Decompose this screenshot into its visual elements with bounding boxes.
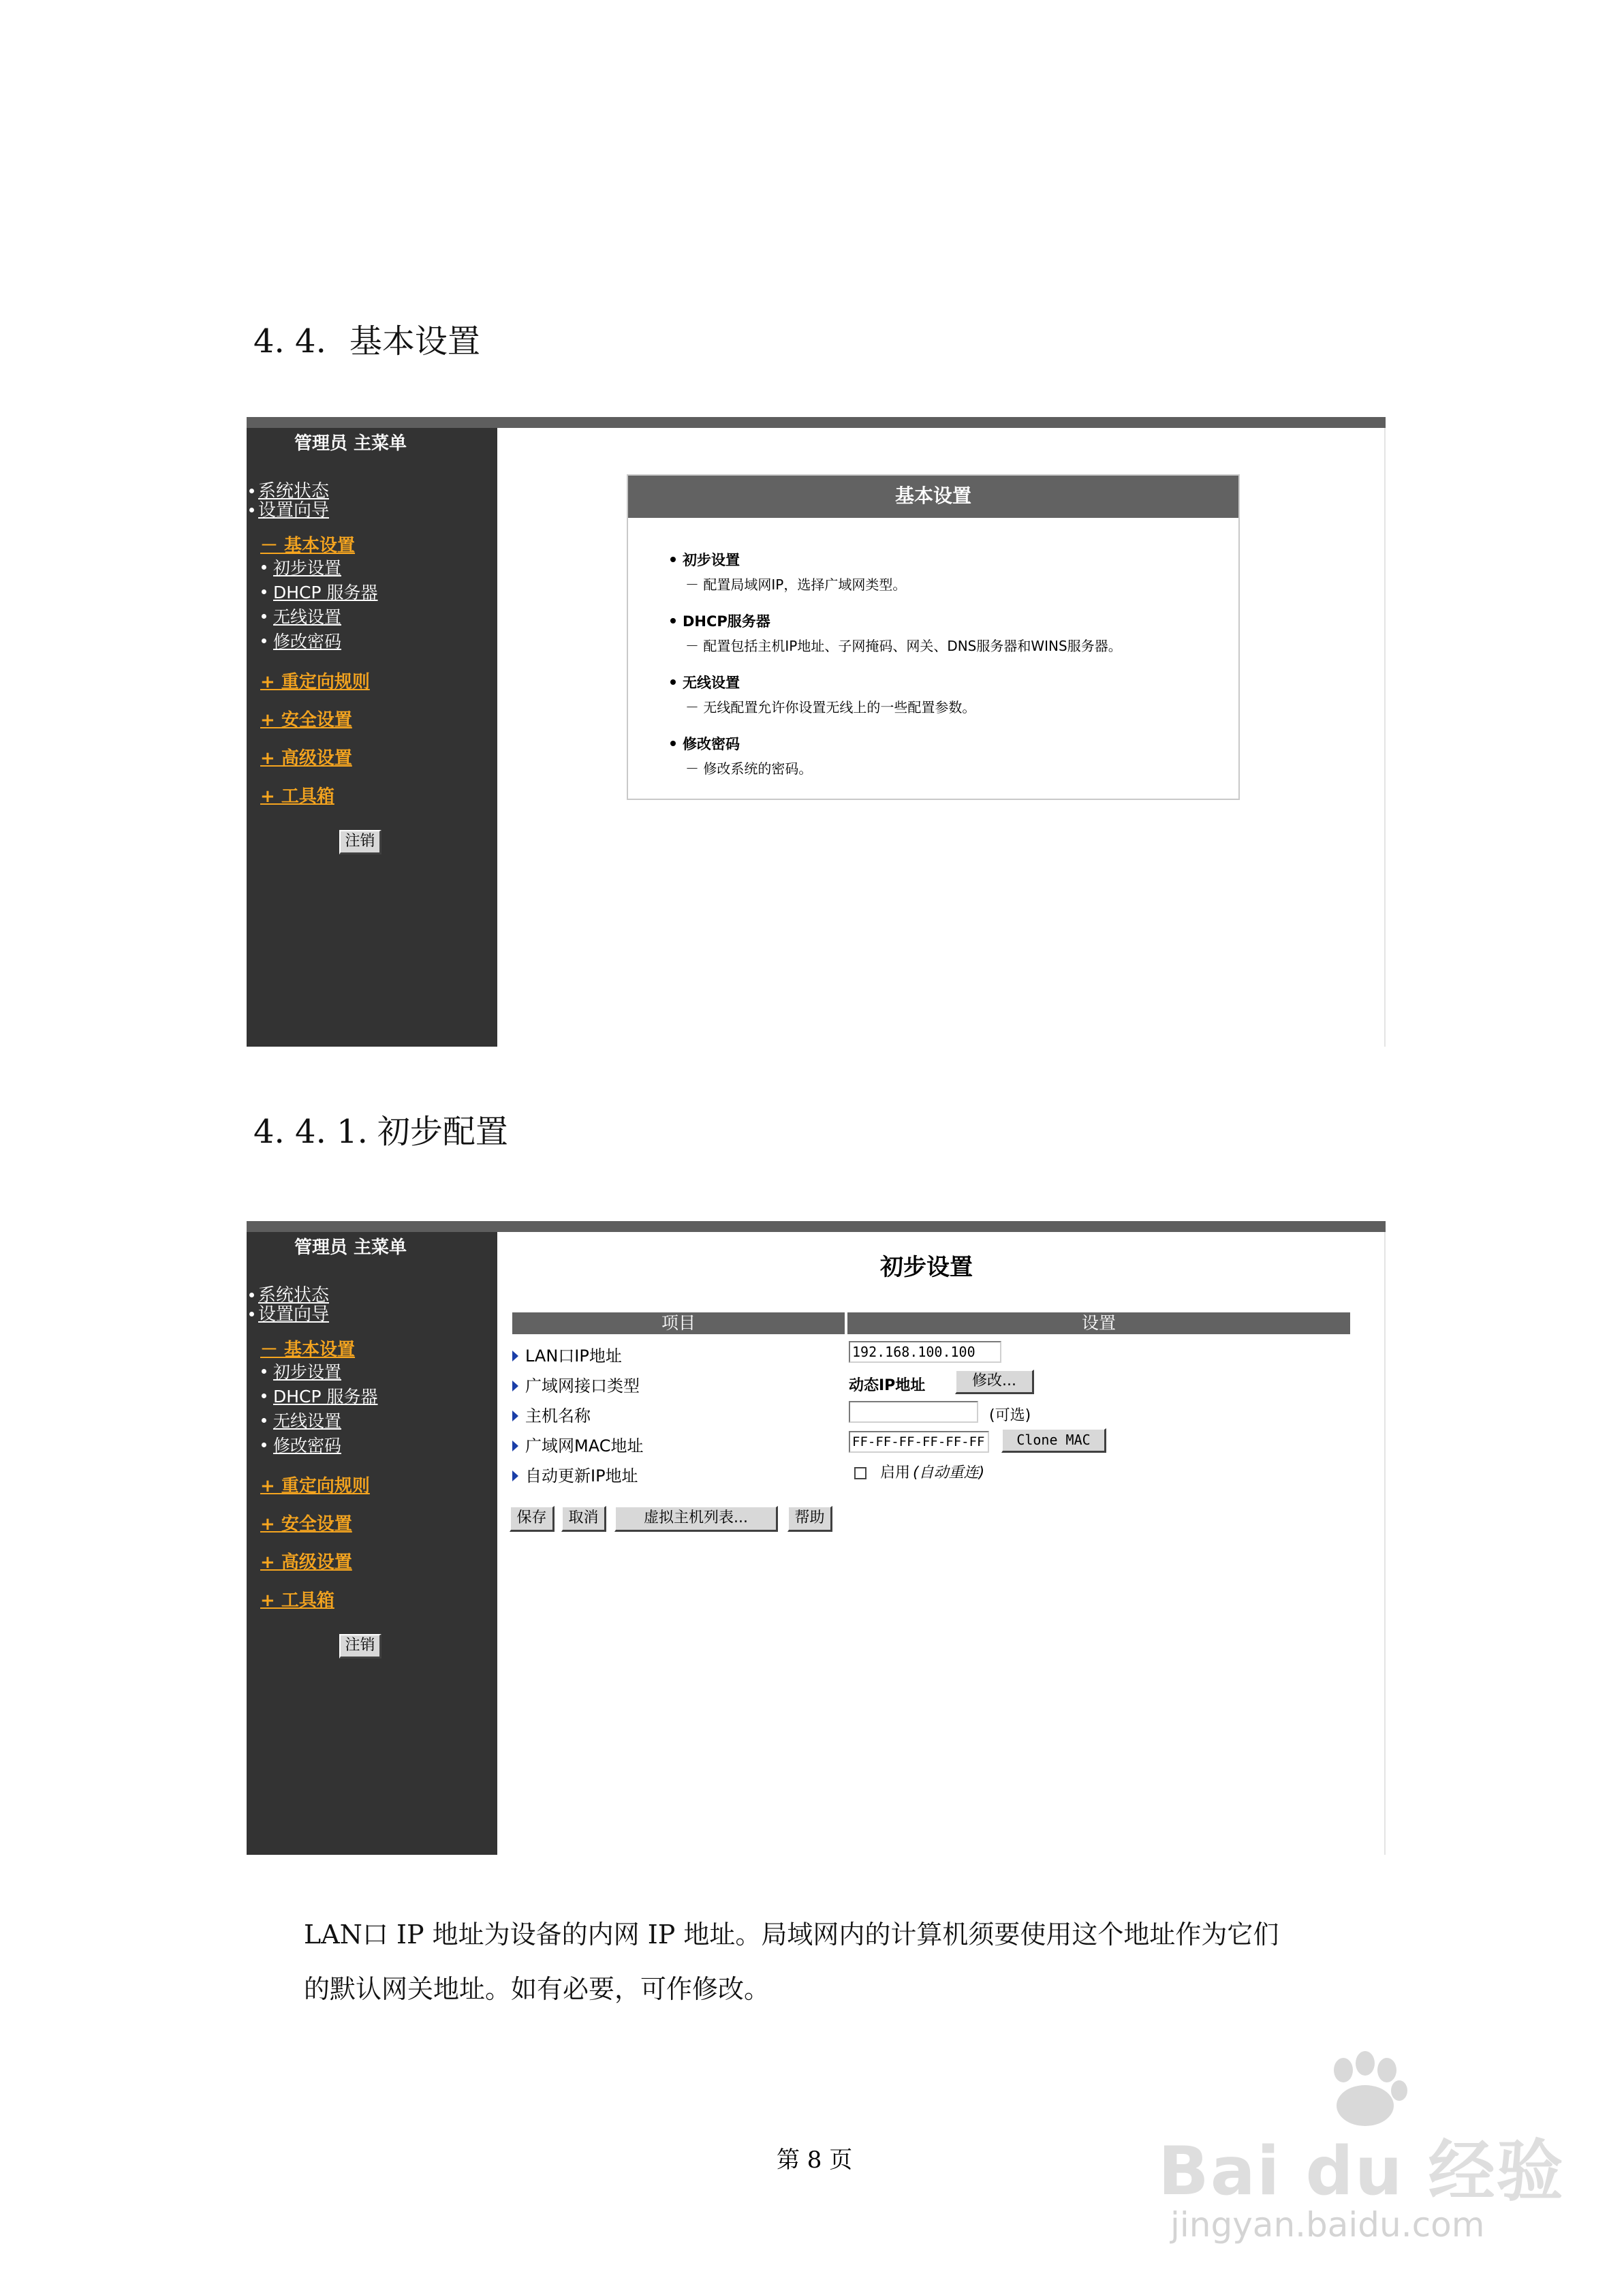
bullet-icon <box>262 1369 266 1374</box>
row-label-wan-mac: 广域网MAC地址 <box>512 1432 643 1456</box>
sidebar-section-toolbox[interactable]: + 工具箱 <box>260 1590 334 1611</box>
sidebar-title: 管理员 主菜单 <box>294 1237 407 1258</box>
sidebar-section-advanced[interactable]: + 高级设置 <box>260 1552 352 1573</box>
triangle-icon <box>512 1411 518 1421</box>
bullet-icon <box>262 1443 266 1447</box>
help-button[interactable]: 帮助 <box>787 1506 832 1532</box>
section-title: 基本设置 <box>349 322 480 360</box>
body-paragraph-line2: 的默认网关地址。如有必要，可作修改。 <box>304 1974 770 2004</box>
sidebar-section-security[interactable]: + 安全设置 <box>260 710 352 730</box>
virtual-host-list-button[interactable]: 虚拟主机列表... <box>614 1506 778 1532</box>
optional-label: (可选) <box>989 1407 1031 1424</box>
sidebar-section-redirect[interactable]: + 重定向规则 <box>260 1476 370 1496</box>
bullet-icon <box>670 618 676 623</box>
sidebar-item-password[interactable]: 修改密码 <box>262 628 341 653</box>
page-number: 第 8 页 <box>777 2146 853 2174</box>
bullet-icon <box>670 741 676 746</box>
sidebar-section-toolbox[interactable]: + 工具箱 <box>260 786 334 807</box>
save-button[interactable]: 保存 <box>510 1506 555 1532</box>
triangle-icon <box>512 1441 518 1451</box>
triangle-icon <box>512 1470 518 1481</box>
sidebar-item-wireless[interactable]: 无线设置 <box>262 1408 341 1432</box>
auto-update-checkbox[interactable] <box>854 1467 866 1479</box>
sidebar-link-system-status[interactable]: 系统状态 <box>247 1281 329 1306</box>
hostname-input[interactable] <box>849 1401 978 1423</box>
sidebar-section-basic[interactable]: － 基本设置 <box>260 1340 356 1360</box>
auto-update-option <box>854 1461 984 1482</box>
sidebar-title: 管理员 主菜单 <box>294 433 407 454</box>
bullet-icon <box>262 614 266 619</box>
watermark-url: jingyan.baidu.com <box>1170 2205 1485 2245</box>
panel-item-desc: － 配置包括主机IP地址、子网掩码、网关、DNS服务器和WINS服务器。 <box>685 638 1122 654</box>
panel-item-password <box>670 733 812 777</box>
row-label-auto-update: 自动更新IP地址 <box>512 1462 638 1486</box>
bullet-icon <box>670 557 676 562</box>
sidebar-item-wireless[interactable]: 无线设置 <box>262 604 341 628</box>
panel-item-wireless <box>670 672 975 716</box>
column-header-item: 项目 <box>512 1312 845 1334</box>
sidebar-section-security[interactable]: + 安全设置 <box>260 1514 352 1535</box>
bullet-icon <box>249 1312 254 1316</box>
page-title: 初步设置 <box>880 1254 973 1281</box>
logout-button[interactable]: 注销 <box>339 830 381 854</box>
wan-type-value: 动态IP地址 <box>849 1377 926 1394</box>
sidebar-item-dhcp[interactable]: DHCP 服务器 <box>262 579 378 604</box>
panel-item-initial <box>670 549 906 594</box>
section-heading-initial-config <box>253 1105 508 1152</box>
sidebar-item-initial-setup[interactable]: 初步设置 <box>262 1359 341 1383</box>
section-number: 4. 4. <box>253 322 326 360</box>
row-label-wan-type: 广域网接口类型 <box>512 1372 640 1396</box>
sidebar-section-advanced[interactable]: + 高级设置 <box>260 748 352 769</box>
panel-item-dhcp <box>670 611 1122 655</box>
sidebar-link-system-status[interactable]: 系统状态 <box>247 477 329 502</box>
baidu-watermark <box>1151 2044 1587 2249</box>
sidebar-item-dhcp[interactable]: DHCP 服务器 <box>262 1383 378 1408</box>
panel-header: 基本设置 <box>628 476 1238 518</box>
auto-reconnect-label: (自动重连) <box>913 1464 985 1481</box>
triangle-icon <box>512 1381 518 1391</box>
clone-mac-button[interactable]: Clone MAC <box>1001 1428 1106 1453</box>
sidebar-link-setup-wizard[interactable]: 设置向导 <box>247 496 329 521</box>
bullet-icon <box>670 679 676 685</box>
lan-ip-input[interactable]: 192.168.100.100 <box>849 1341 1001 1363</box>
logout-button[interactable]: 注销 <box>339 1634 381 1659</box>
bullet-icon <box>249 489 254 493</box>
panel-item-desc: － 修改系统的密码。 <box>685 760 813 777</box>
screenshot-basic-settings <box>247 417 1386 1047</box>
bullet-icon <box>262 565 266 570</box>
bullet-icon <box>262 589 266 594</box>
body-paragraph-line1: LAN口 IP 地址为设备的内网 IP 地址。局域网内的计算机须要使用这个地址作为它们 <box>304 1920 1279 1950</box>
panel-item-title[interactable]: DHCP服务器 <box>670 611 1122 631</box>
bullet-icon <box>262 1393 266 1398</box>
row-label-lan-ip: LAN口IP地址 <box>512 1342 622 1366</box>
section-heading-basic-settings <box>253 315 480 362</box>
column-header-setting: 设置 <box>847 1312 1350 1334</box>
section-number: 4. 4. 1. <box>253 1113 368 1151</box>
watermark-logo: Bai du 经验 <box>1158 2133 1565 2211</box>
bullet-icon <box>262 1418 266 1423</box>
triangle-icon <box>512 1351 518 1361</box>
wan-mac-input[interactable]: FF-FF-FF-FF-FF-FF <box>849 1431 989 1453</box>
enable-label: 启用 <box>880 1464 911 1481</box>
cancel-button[interactable]: 取消 <box>561 1506 606 1532</box>
panel-item-title[interactable]: 修改密码 <box>670 733 812 754</box>
bullet-icon <box>249 1293 254 1297</box>
sidebar-section-redirect[interactable]: + 重定向规则 <box>260 672 370 692</box>
row-label-hostname: 主机名称 <box>512 1402 591 1426</box>
admin-sidebar <box>247 1232 497 1855</box>
sidebar-link-setup-wizard[interactable]: 设置向导 <box>247 1300 329 1325</box>
sidebar-item-initial-setup[interactable]: 初步设置 <box>262 555 341 579</box>
panel-item-title[interactable]: 无线设置 <box>670 672 975 692</box>
panel-item-desc: － 无线配置允许你设置无线上的一些配置参数。 <box>685 699 976 715</box>
section-title: 初步配置 <box>377 1113 508 1151</box>
modify-wan-button[interactable]: 修改... <box>955 1370 1034 1394</box>
panel-item-title[interactable]: 初步设置 <box>670 549 906 570</box>
bullet-icon <box>262 638 266 643</box>
screenshot-initial-setup <box>247 1221 1386 1855</box>
sidebar-section-basic[interactable]: － 基本设置 <box>260 536 356 556</box>
basic-settings-panel <box>627 474 1240 800</box>
bullet-icon <box>249 508 254 512</box>
panel-item-desc: － 配置局域网IP，选择广域网类型。 <box>685 576 907 593</box>
sidebar-item-password[interactable]: 修改密码 <box>262 1432 341 1457</box>
admin-sidebar <box>247 428 497 1047</box>
